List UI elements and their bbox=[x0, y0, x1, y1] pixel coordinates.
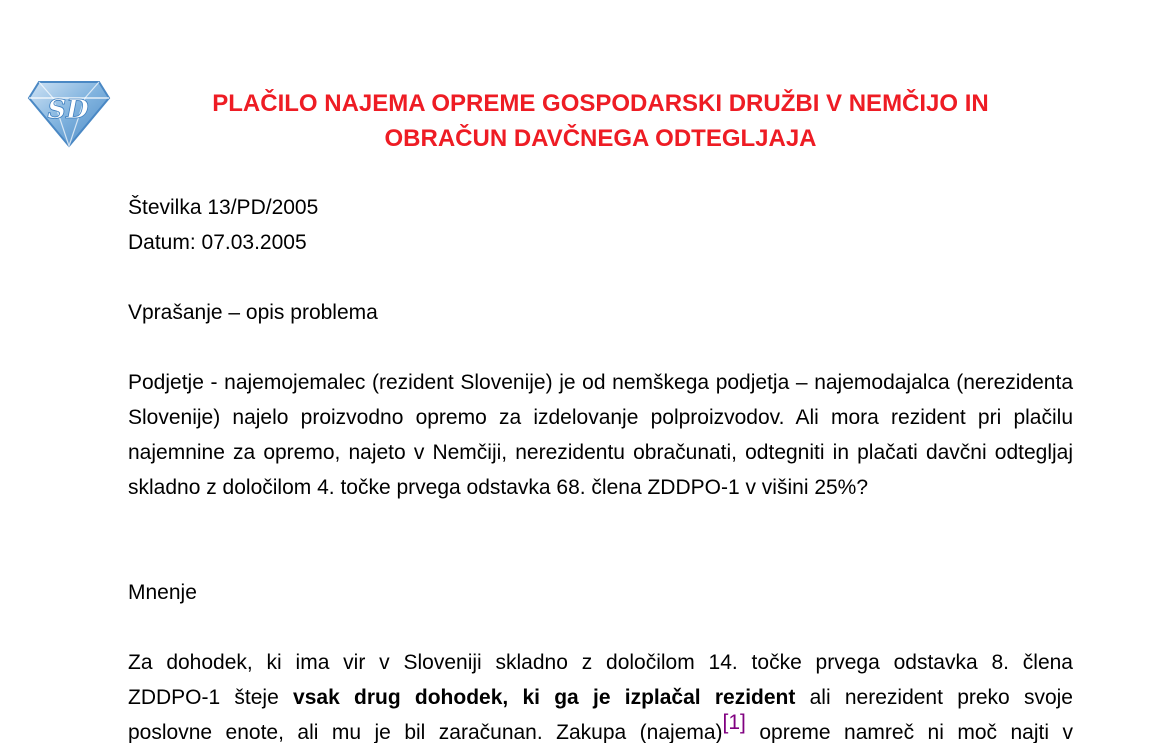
opinion-paragraph bbox=[128, 645, 1073, 743]
opinion-line-3-start: poslovne enote, ali mu je bil zaračunan. Zakupa (najema) bbox=[128, 721, 723, 743]
logo-letters: SD bbox=[47, 95, 89, 125]
question-heading: Vprašanje – opis problema bbox=[128, 301, 378, 324]
opinion-line-2 bbox=[128, 680, 1073, 715]
document-date: Datum: 07.03.2005 bbox=[128, 231, 307, 254]
opinion-line-2-start: ZDDPO-1 šteje bbox=[128, 686, 294, 709]
opinion-line-3-end: opreme namreč ni moč najti v bbox=[745, 721, 1073, 743]
opinion-line-1: Za dohodek, ki ima vir v Sloveniji skladno z določilom 14. točke prvega odstavka 8. člena bbox=[128, 651, 1073, 674]
title-line-1: PLAČILO NAJEMA OPREME GOSPODARSKI DRUŽBI V NEMČIJO IN bbox=[212, 90, 989, 117]
title-line-2: OBRAČUN DAVČNEGA ODTEGLJAJA bbox=[384, 125, 817, 152]
footnote-link[interactable]: [1] bbox=[722, 711, 746, 734]
document-title bbox=[128, 86, 1073, 156]
sd-diamond-logo-icon bbox=[27, 78, 111, 150]
question-paragraph: Podjetje - najemojemalec (rezident Slovenije) je od nemškega podjetja – najemodajalca (nerezidenta Slovenije) najelo proizvodno opremo za izdelovanje polproizvodov. Ali mora rezident pri plačilu najemnine za opremo, najeto v Nemčiji, nerezidentu obračunati, odtegniti in plačati davčni odtegljaj skladno z določilom 4. točke prvega odstavka 68. člena ZDDPO-1 v višini 25%? bbox=[128, 371, 1073, 499]
opinion-line-3 bbox=[128, 711, 1073, 743]
opinion-heading: Mnenje bbox=[128, 581, 197, 604]
opinion-bold-phrase: vsak drug dohodek, ki ga je izplačal rezident bbox=[293, 686, 796, 709]
document-number: Številka 13/PD/2005 bbox=[128, 196, 319, 219]
opinion-line-2-end: ali nerezident preko svoje bbox=[795, 686, 1073, 709]
